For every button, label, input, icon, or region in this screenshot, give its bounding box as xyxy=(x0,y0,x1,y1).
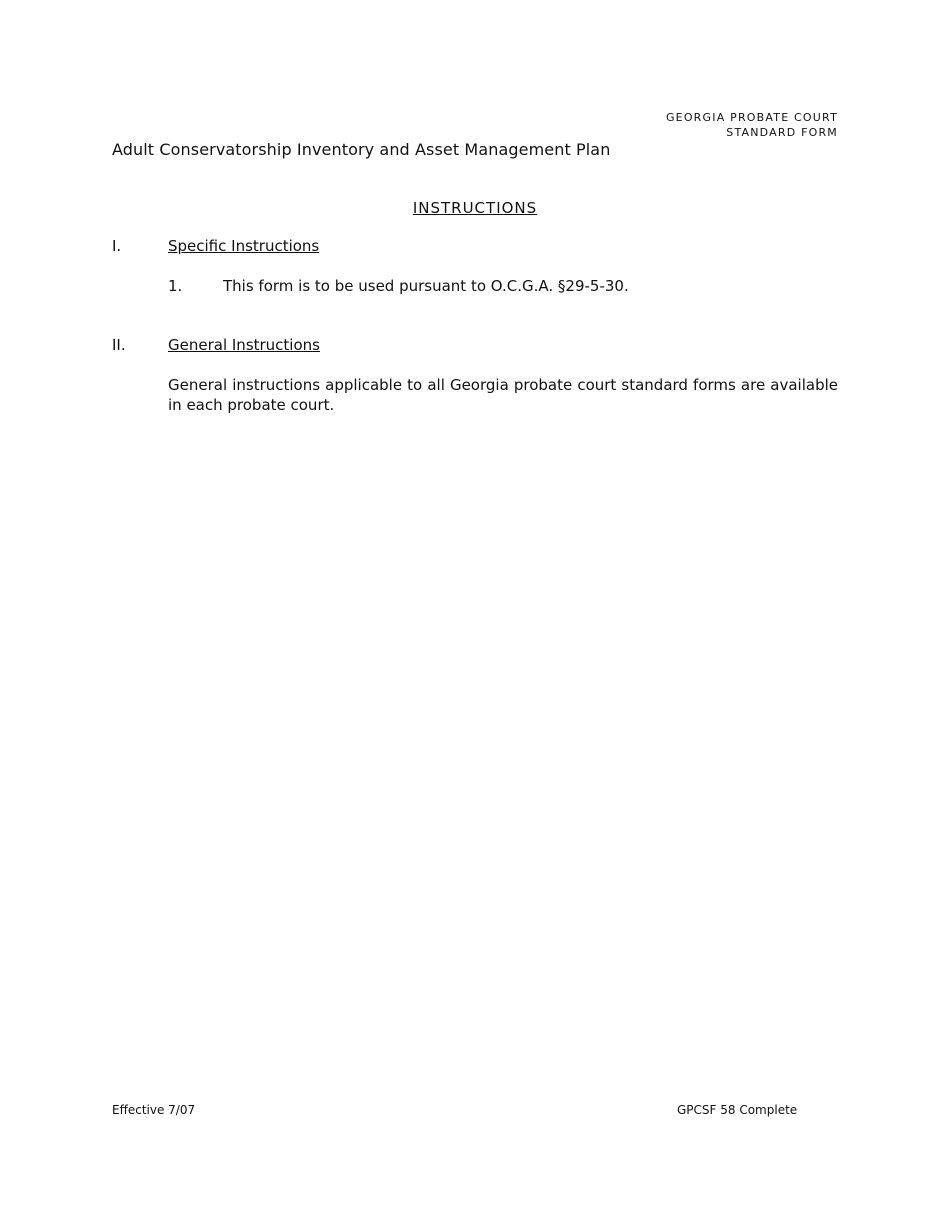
section-1-numeral: I. xyxy=(112,237,122,255)
instructions-heading xyxy=(0,199,950,217)
section-2-title: General Instructions xyxy=(168,336,320,354)
footer-form-id: GPCSF 58 Complete xyxy=(677,1103,798,1117)
court-header xyxy=(666,110,838,140)
section-1-item-1-text: This form is to be used pursuant to O.C.G.A. §29-5-30. xyxy=(223,277,629,295)
section-1-title: Specific Instructions xyxy=(168,237,320,255)
section-2-paragraph: General instructions applicable to all Georgia probate court standard forms are available in each probate court. xyxy=(168,376,838,414)
court-name: GEORGIA PROBATE COURT xyxy=(665,111,838,124)
instructions-heading-text: INSTRUCTIONS xyxy=(412,199,538,217)
section-1-item-1-number: 1. xyxy=(168,277,183,295)
footer-effective-date: Effective 7/07 xyxy=(112,1103,196,1117)
section-2-numeral: II. xyxy=(112,336,126,354)
standard-form-label: STANDARD FORM xyxy=(726,126,838,139)
form-title: Adult Conservatorship Inventory and Asset Management Plan xyxy=(112,140,611,159)
